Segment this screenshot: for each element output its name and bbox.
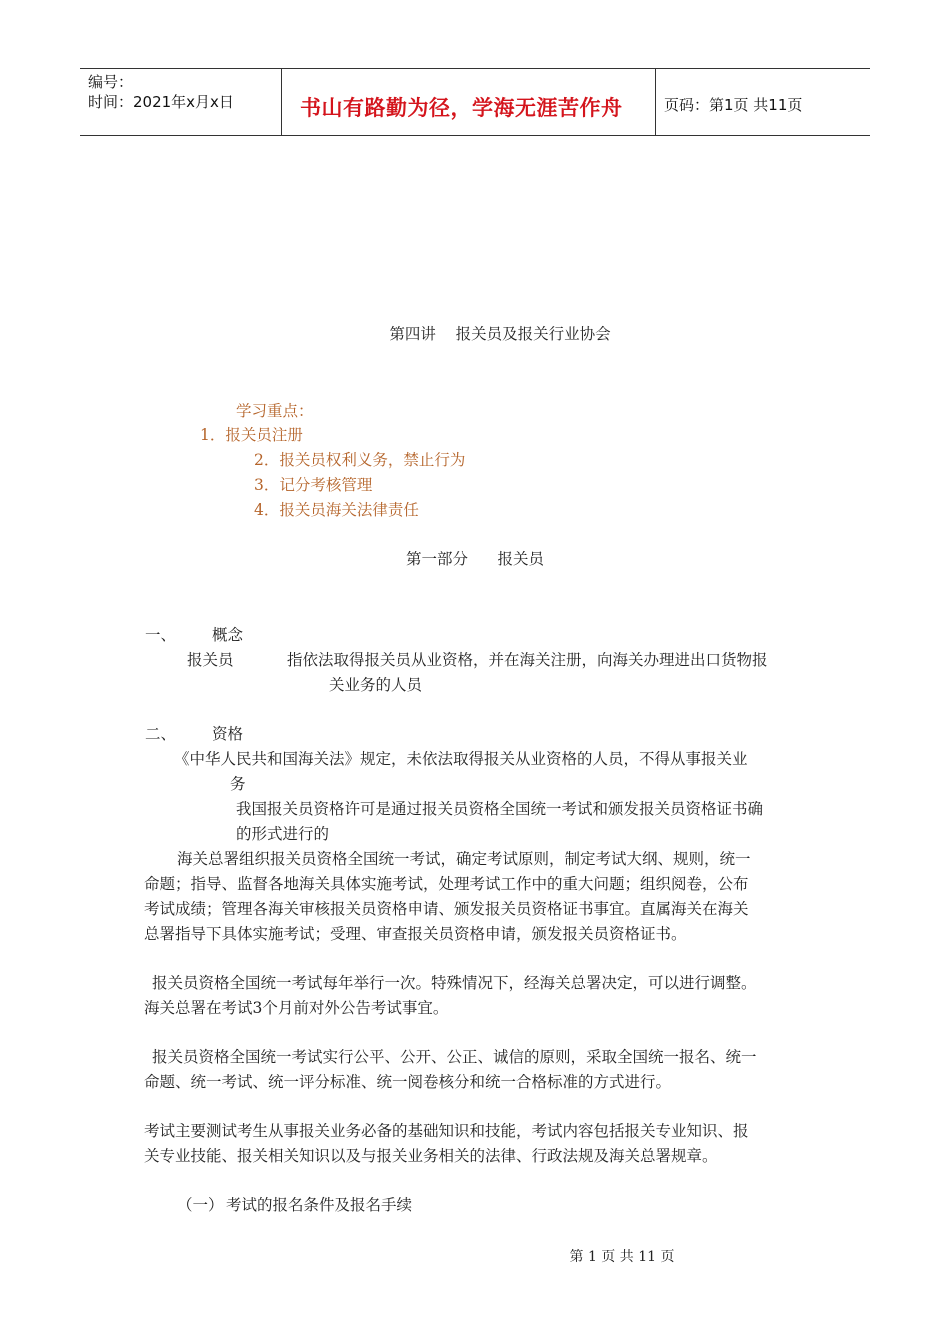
paragraph-line: 考试主要测试考生从事报关业务必备的基础知识和技能，考试内容包括报关专业知识、报 (144, 1122, 749, 1140)
law-text: 务 (230, 775, 246, 793)
focus-item: 2．报关员权利义务，禁止行为 (254, 451, 466, 469)
paragraph-line: 命题；指导、监督各地海关具体实施考试，处理考试工作中的重大问题；组织阅卷，公布 (144, 875, 749, 893)
header-motto: 书山有路勤为径，学海无涯苦作舟 (300, 96, 623, 120)
focus-item: 4．报关员海关法律责任 (254, 501, 419, 519)
cert-text: 的形式进行的 (236, 825, 330, 843)
lecture-title: 第四讲 报关员及报关行业协会 (389, 325, 611, 343)
definition-text: 指依法取得报关员从业资格，并在海关注册，向海关办理进出口货物报 (287, 651, 768, 669)
section-number: 二、 (145, 725, 177, 743)
number-label: 编号： (88, 73, 134, 91)
section-heading: 概念 (212, 626, 244, 644)
paragraph-line: 总署指导下具体实施考试；受理、审查报关员资格申请，颁发报关员资格证书。 (144, 925, 687, 943)
paragraph-line: 海关总署在考试3个月前对外公告考试事宜。 (144, 999, 449, 1017)
paragraph-line: 海关总署组织报关员资格全国统一考试，确定考试原则，制定考试大纲、规则，统一 (177, 850, 751, 868)
subsection-number: （一） (177, 1196, 224, 1214)
definition-term: 报关员 (187, 651, 234, 669)
law-text: 《中华人民共和国海关法》规定，未依法取得报关从业资格的人员，不得从事报关业 (174, 750, 748, 768)
paragraph-line: 命题、统一考试、统一评分标准、统一阅卷核分和统一合格标准的方式进行。 (144, 1073, 672, 1091)
page-footer: 第 1 页 共 11 页 (569, 1249, 675, 1265)
paragraph-line: 报关员资格全国统一考试实行公平、公开、公正、诚信的原则，采取全国统一报名、统一 (152, 1048, 757, 1066)
definition-text: 关业务的人员 (329, 676, 423, 694)
subsection-heading: 考试的报名条件及报名手续 (226, 1196, 413, 1214)
paragraph-line: 考试成绩；管理各海关审核报关员资格申请、颁发报关员资格证书事宜。直属海关在海关 (144, 900, 749, 918)
focus-heading: 学习重点： (236, 402, 314, 420)
time-label: 时间：2021年x月x日 (88, 93, 234, 111)
focus-item: 1．报关员注册 (200, 426, 303, 444)
focus-item: 3．记分考核管理 (254, 476, 373, 494)
section-number: 一、 (145, 626, 177, 644)
page-label: 页码：第1页 共11页 (664, 96, 803, 114)
paragraph-line: 报关员资格全国统一考试每年举行一次。特殊情况下，经海关总署决定，可以进行调整。 (152, 974, 757, 992)
part-title: 第一部分 报关员 (405, 550, 545, 568)
section-heading: 资格 (212, 725, 244, 743)
cert-text: 我国报关员资格许可是通过报关员资格全国统一考试和颁发报关员资格证书确 (236, 800, 764, 818)
paragraph-line: 关专业技能、报关相关知识以及与报关业务相关的法律、行政法规及海关总署规章。 (144, 1147, 718, 1165)
